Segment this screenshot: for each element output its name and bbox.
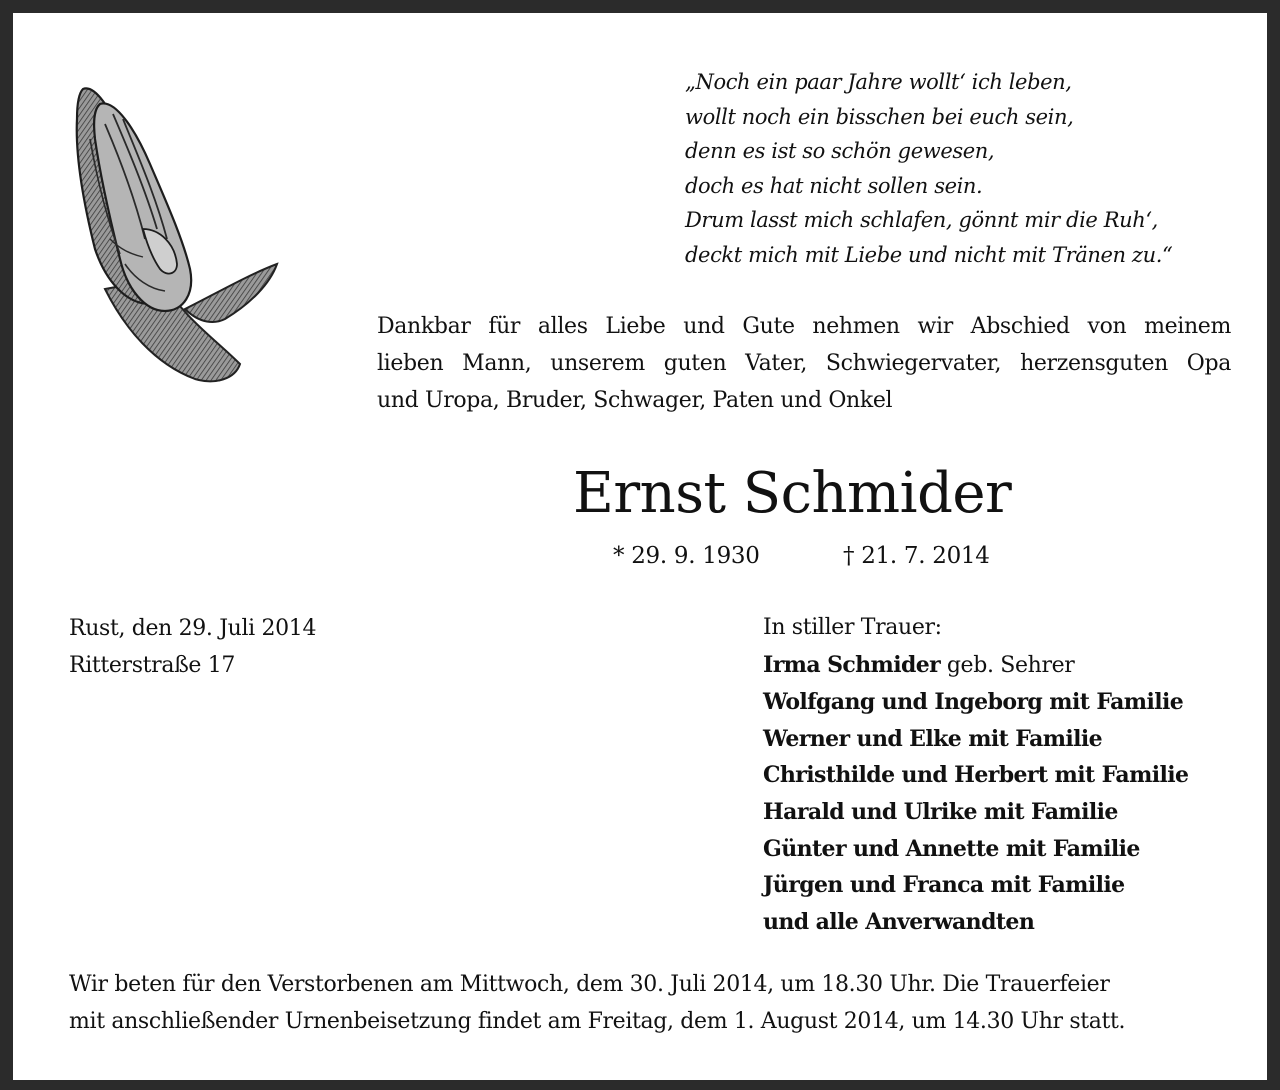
- poem-line: „Noch ein paar Jahre wollt‘ ich leben,: [685, 70, 1072, 94]
- poem-line: deckt mich mit Liebe und nicht mit Tränen zu.“: [685, 242, 1173, 267]
- mourners-heading: In stiller Trauer:: [763, 615, 942, 640]
- death-date: † 21. 7. 2014: [843, 543, 990, 569]
- mourner-family: Harald und Ulrike mit Familie: [763, 798, 1118, 825]
- poem: [685, 65, 1245, 272]
- praying-hands-icon: [65, 79, 281, 385]
- intro-line: Dankbar für alles Liebe und Gute nehmen wir Abschied von meinem: [377, 314, 1231, 339]
- widow-name: Irma Schmider: [763, 651, 941, 678]
- poem-line: Drum lasst mich schlafen, gönnt mir die Ruh‘,: [685, 208, 1158, 232]
- mourner-family: und alle Anverwandten: [763, 908, 1035, 935]
- mourners-list: [763, 610, 1188, 940]
- service-notice: [69, 966, 1231, 1040]
- deceased-name: Ernst Schmider: [573, 461, 1012, 526]
- intro-line: und Uropa, Bruder, Schwager, Paten und Onkel: [377, 388, 893, 413]
- notice-line: mit anschließender Urnenbeisetzung findet am Freitag, dem 1. August 2014, um 14.30 Uhr statt.: [69, 1009, 1126, 1034]
- birth-date: * 29. 9. 1930: [613, 543, 760, 569]
- poem-line: wollt noch ein bisschen bei euch sein,: [685, 104, 1074, 129]
- mourner-family: Jürgen und Franca mit Familie: [763, 872, 1125, 899]
- mourner-family: Werner und Elke mit Familie: [763, 725, 1103, 752]
- intro-text: [377, 308, 1231, 419]
- place-and-date: [69, 610, 316, 684]
- date-line: Rust, den 29. Juli 2014: [69, 616, 317, 641]
- mourner-family: Günter und Annette mit Familie: [763, 835, 1140, 862]
- address-line: Ritterstraße 17: [69, 653, 236, 678]
- poem-line: doch es hat nicht sollen sein.: [685, 173, 983, 198]
- widow-line: [763, 647, 1188, 685]
- widow-maiden-name: geb. Sehrer: [940, 652, 1075, 678]
- intro-line: lieben Mann, unserem guten Vater, Schwiegervater, herzensguten Opa: [377, 351, 1231, 376]
- poem-line: denn es ist so schön gewesen,: [685, 139, 995, 163]
- notice-line: Wir beten für den Verstorbenen am Mittwoch, dem 30. Juli 2014, um 18.30 Uhr. Die Trauerfeier: [69, 972, 1110, 997]
- mourner-family: Wolfgang und Ingeborg mit Familie: [763, 689, 1184, 716]
- mourner-family: Christhilde und Herbert mit Familie: [763, 762, 1189, 789]
